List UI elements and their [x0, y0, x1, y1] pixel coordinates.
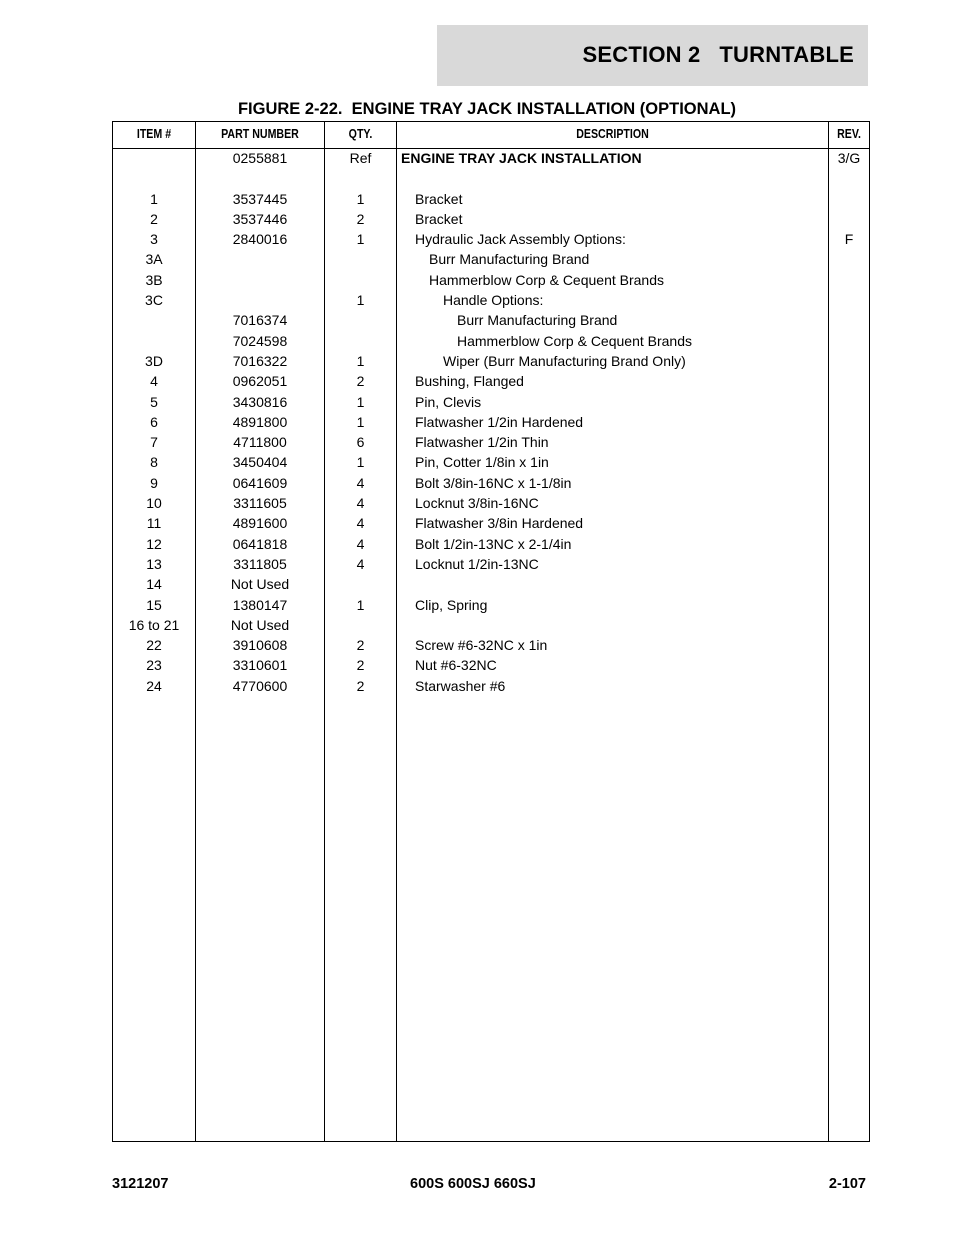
cell-item: 3A: [145, 251, 163, 268]
cell-item: 3: [150, 231, 158, 248]
cell-item: 10: [146, 495, 162, 512]
table-row: [113, 272, 869, 292]
cell-description: Hydraulic Jack Assembly Options:: [415, 231, 626, 248]
cell-qty: 1: [356, 231, 365, 248]
cell-part-number: Not Used: [230, 576, 290, 593]
cell-description: Bracket: [415, 210, 463, 227]
cell-qty: 1: [356, 413, 365, 430]
cell-description: Burr Manufacturing Brand: [457, 312, 618, 329]
cell-part-number: 4711800: [233, 434, 287, 451]
cell-item: 9: [150, 474, 158, 491]
cell-qty: 4: [356, 555, 365, 572]
cell-qty: 2: [356, 373, 365, 390]
cell-part-number: 0962051: [232, 373, 288, 390]
cell-item: 23: [146, 657, 162, 674]
cell-part-number: Not Used: [230, 616, 290, 633]
cell-part-number: 4891600: [232, 515, 288, 532]
cell-part-number: 7016374: [232, 312, 288, 329]
cell-item: 6: [150, 413, 158, 430]
cell-qty: 4: [356, 474, 365, 491]
cell-qty: 2: [356, 657, 365, 674]
table-row: [113, 170, 869, 190]
cell-item: 14: [146, 576, 162, 593]
cell-qty: 1: [356, 393, 365, 410]
cell-description: Locknut 1/2in-13NC: [415, 555, 539, 572]
cell-qty: 1: [356, 454, 365, 471]
cell-rev: 3/G: [837, 150, 861, 166]
cell-part-number: 1380147: [232, 596, 288, 613]
cell-description: Starwasher #6: [415, 677, 506, 694]
cell-part-number: 0641609: [232, 474, 288, 491]
section-title: SECTION 2 TURNTABLE: [582, 42, 854, 67]
cell-item: 3C: [145, 292, 163, 309]
table-row: [113, 231, 869, 251]
cell-part-number: 3311805: [233, 555, 287, 572]
cell-qty: 1: [356, 190, 365, 207]
table-row: [113, 292, 869, 312]
cell-qty: 4: [356, 495, 365, 512]
table-row: [113, 454, 869, 474]
header-divider: [113, 148, 869, 149]
table-body: [113, 150, 869, 698]
cell-item: 3B: [145, 271, 163, 288]
table-row: [113, 678, 869, 698]
cell-qty: 1: [356, 596, 365, 613]
table-row: [113, 434, 869, 454]
cell-part-number: 3537445: [232, 190, 288, 207]
cell-qty: 1: [356, 352, 365, 369]
table-row: [113, 556, 869, 576]
cell-qty: 4: [356, 515, 365, 532]
cell-part-number: 7016322: [232, 352, 288, 369]
cell-description: Bracket: [415, 190, 463, 207]
table-row: [113, 536, 869, 556]
cell-item: 12: [146, 535, 162, 552]
table-row: [113, 414, 869, 434]
cell-description: Bushing, Flanged: [415, 373, 524, 390]
table-row: [113, 576, 869, 596]
cell-item: 7: [150, 434, 158, 451]
cell-part-number: 3537446: [232, 210, 288, 227]
table-row: [113, 515, 869, 535]
table-row: [113, 333, 869, 353]
cell-description: Hammerblow Corp & Cequent Brands: [457, 332, 692, 349]
table-row: [113, 597, 869, 617]
table-row: [113, 617, 869, 637]
footer-page-number: 2-107: [828, 1176, 866, 1192]
table-row: [113, 251, 869, 271]
cell-qty: 1: [356, 292, 365, 309]
cell-description: Pin, Clevis: [415, 393, 482, 410]
table-row: [113, 495, 869, 515]
cell-item: 22: [146, 637, 162, 654]
cell-qty: 6: [356, 434, 365, 451]
cell-description: Flatwasher 3/8in Hardened: [415, 515, 584, 532]
table-row: [113, 353, 869, 373]
cell-item: 4: [150, 373, 158, 390]
cell-item: 2: [150, 210, 158, 227]
footer-doc-number: 3121207: [112, 1176, 169, 1192]
cell-description: Nut #6-32NC: [415, 657, 497, 674]
table-row: [113, 312, 869, 332]
cell-item: 3D: [145, 352, 163, 369]
cell-item: 8: [150, 454, 158, 471]
header-description: DESCRIPTION: [576, 127, 649, 141]
cell-description: Screw #6-32NC x 1in: [415, 637, 548, 654]
cell-part-number: 2840016: [232, 231, 288, 248]
cell-description: Hammerblow Corp & Cequent Brands: [429, 271, 664, 288]
cell-description: Wiper (Burr Manufacturing Brand Only): [443, 352, 686, 369]
parts-table: [112, 121, 870, 1142]
cell-item: 16 to 21: [128, 616, 180, 633]
cell-qty: Ref: [349, 150, 372, 166]
table-row: [113, 191, 869, 211]
table-row: [113, 373, 869, 393]
cell-item: 11: [146, 515, 162, 532]
header-rev: REV.: [837, 127, 861, 141]
table-row: [113, 657, 869, 677]
cell-description: Flatwasher 1/2in Hardened: [415, 413, 584, 430]
footer-models: 600S 600SJ 660SJ: [410, 1176, 536, 1192]
cell-qty: 2: [356, 637, 365, 654]
header-part-number: PART NUMBER: [221, 127, 299, 141]
cell-item: 1: [150, 190, 158, 207]
cell-part-number: 4891800: [232, 413, 288, 430]
cell-part-number: 7024598: [232, 332, 288, 349]
cell-description: Handle Options:: [443, 292, 544, 309]
cell-description: Locknut 3/8in-16NC: [415, 495, 539, 512]
cell-part-number: 4770600: [232, 677, 288, 694]
cell-description: ENGINE TRAY JACK INSTALLATION: [401, 150, 642, 166]
cell-description: Flatwasher 1/2in Thin: [415, 434, 549, 451]
table-row: [113, 637, 869, 657]
cell-rev: F: [844, 231, 854, 248]
cell-qty: 4: [356, 535, 365, 552]
cell-part-number: 0641818: [232, 535, 288, 552]
cell-item: 24: [146, 677, 162, 694]
cell-part-number: 0255881: [232, 150, 288, 166]
cell-part-number: 3310601: [232, 657, 288, 674]
cell-item: 5: [150, 393, 158, 410]
cell-description: Pin, Cotter 1/8in x 1in: [415, 454, 549, 471]
cell-description: Burr Manufacturing Brand: [429, 251, 590, 268]
header-qty: QTY.: [348, 127, 373, 141]
section-header: [437, 25, 868, 86]
cell-description: Clip, Spring: [415, 596, 488, 613]
cell-description: Bolt 3/8in-16NC x 1-1/8in: [415, 474, 572, 491]
cell-part-number: 3450404: [232, 454, 288, 471]
cell-item: 13: [146, 555, 162, 572]
table-row: [113, 475, 869, 495]
cell-description: Bolt 1/2in-13NC x 2-1/4in: [415, 535, 572, 552]
cell-part-number: 3311605: [233, 495, 287, 512]
table-row: [113, 211, 869, 231]
figure-title: FIGURE 2-22. ENGINE TRAY JACK INSTALLATION (OPTIONAL): [237, 100, 737, 118]
cell-item: 15: [146, 596, 162, 613]
cell-qty: 2: [356, 210, 365, 227]
table-row: [113, 150, 869, 170]
cell-part-number: 3910608: [232, 637, 288, 654]
cell-part-number: 3430816: [232, 393, 288, 410]
cell-qty: 2: [356, 677, 365, 694]
header-item: ITEM #: [136, 127, 172, 141]
table-row: [113, 394, 869, 414]
